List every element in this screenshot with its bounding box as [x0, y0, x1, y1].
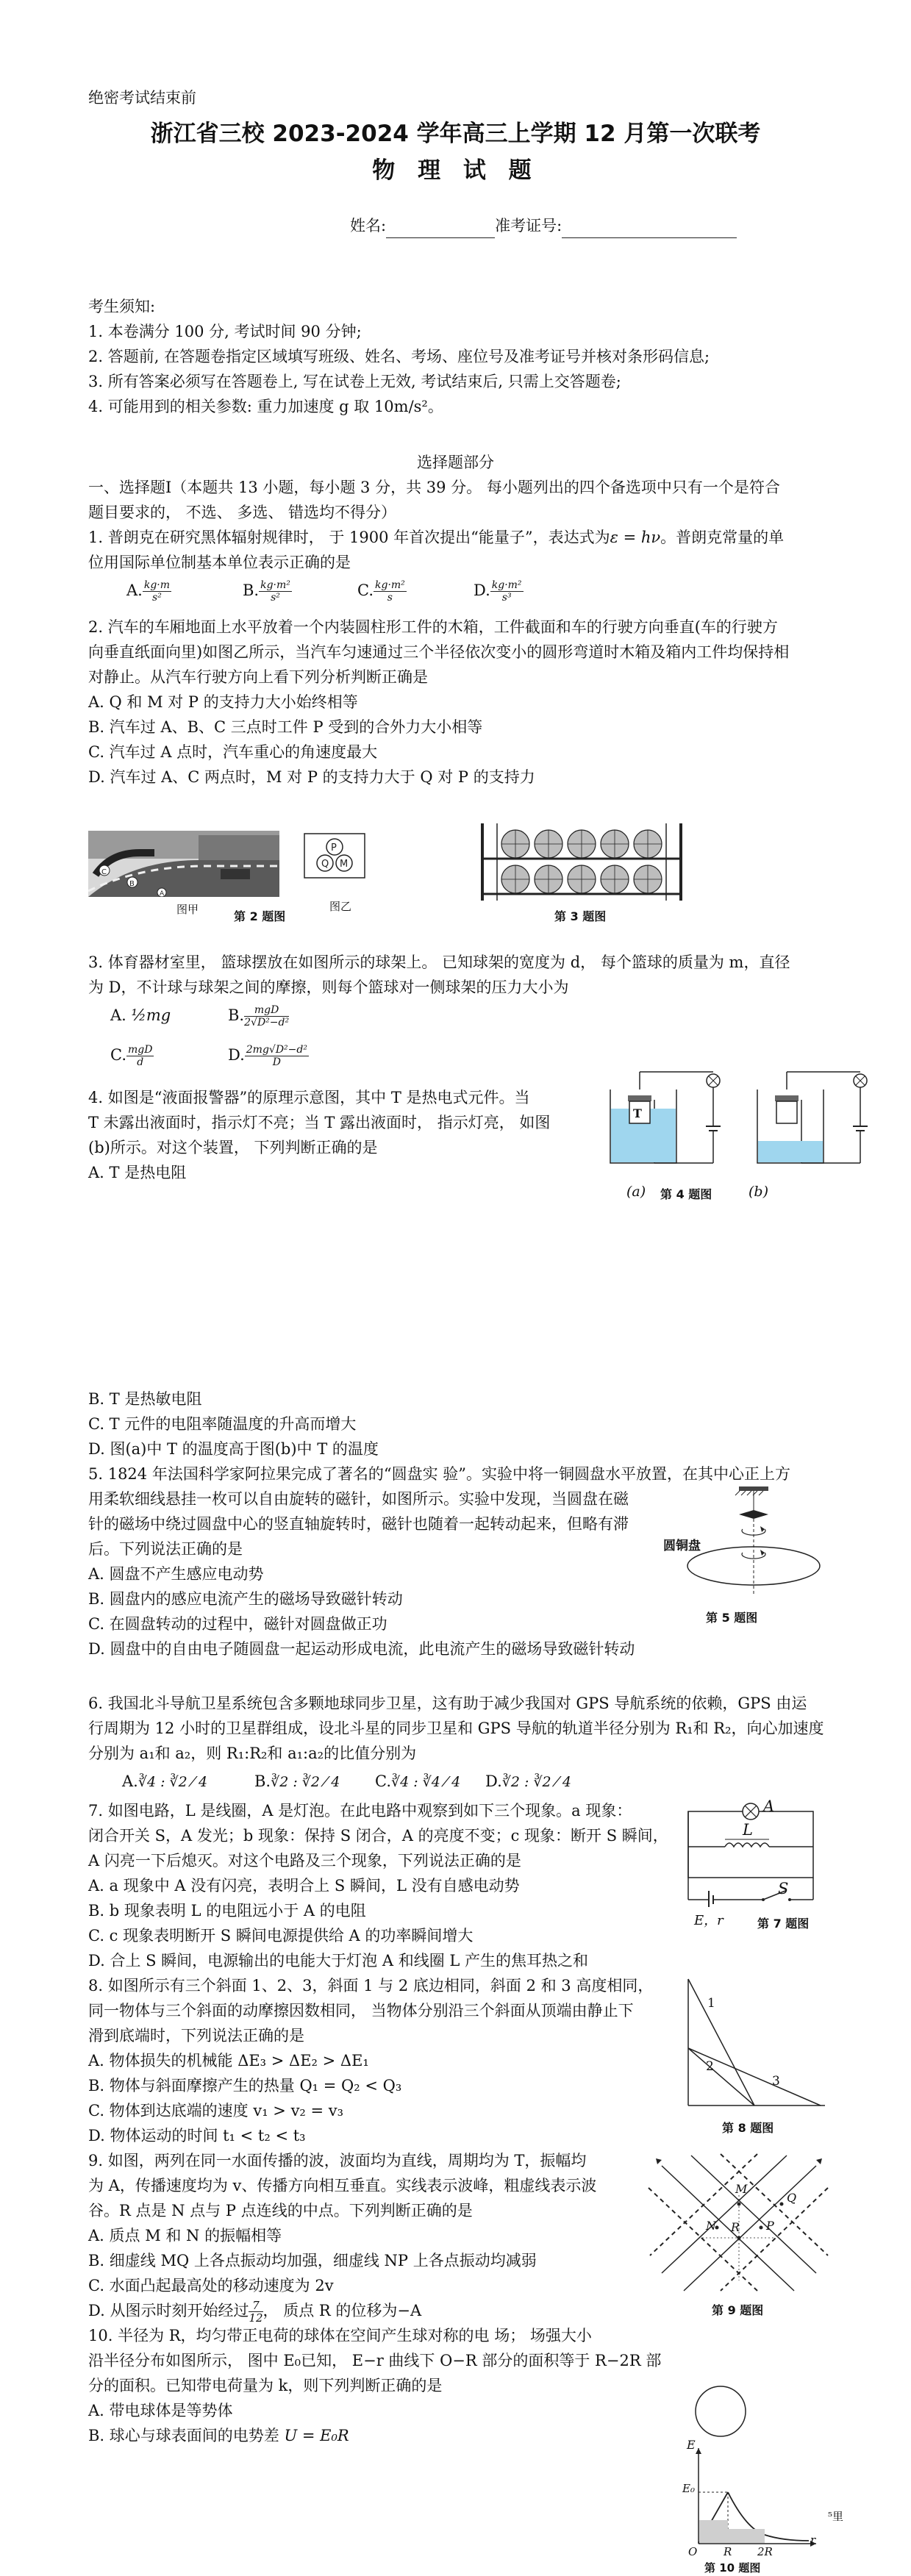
- q6-option-b-expr: ∛2 : ∛2 ⁄ 4: [271, 1774, 340, 1790]
- q5-disk-label: 圆铜盘: [663, 1539, 701, 1553]
- q1-stem-end: 。普朗克常量的单: [660, 529, 785, 546]
- q1-option-b[interactable]: [243, 578, 292, 604]
- q10-option-b[interactable]: [88, 2423, 349, 2448]
- q9-option-d-pre: D. 从图示时刻开始经过: [88, 2302, 249, 2319]
- q9-option-d-post: ， 质点 R 的位移为−A: [262, 2302, 422, 2319]
- q4-stem-line-2: T 未露出液面时，指示灯不亮；当 T 露出液面时， 指示灯亮， 如图: [88, 1114, 551, 1131]
- q3-option-b-den: 2√D²−d²: [244, 1017, 290, 1028]
- q1-option-a[interactable]: [126, 578, 171, 604]
- q6-option-d-letter: D.: [485, 1772, 502, 1790]
- q4-figure-a: [588, 1067, 728, 1178]
- q3-option-b-letter: B.: [228, 1006, 245, 1024]
- q3-option-a-expr: ½mg: [131, 1006, 171, 1024]
- q2-stem-line-1: 2. 汽车的车厢地面上水平放着一个内装圆柱形工件的木箱，工件截面和车的行驶方向垂直(车的行驶方: [88, 618, 778, 636]
- svg-text:B: B: [129, 880, 135, 888]
- q6-option-c[interactable]: [375, 1769, 460, 1795]
- notice-item-4: 4. 可能用到的相关参数: 重力加速度 g 取 10m/s²。: [88, 398, 443, 415]
- q8-stem-line-2: 同一物体与三个斜面的动摩擦因数相同， 当物体分别沿三个斜面从顶端由静止下: [88, 2002, 634, 2019]
- q3-option-d[interactable]: [228, 1042, 309, 1068]
- q5-stem-line-1: 5. 1824 年法国科学家阿拉果完成了著名的“圆盘实 验”。实验中将一铜圆盘水平放置，在其中心正上方: [88, 1465, 790, 1483]
- q4-option-b[interactable]: B. T 是热敏电阻: [88, 1390, 202, 1408]
- q1-option-d-den: s³: [501, 592, 512, 604]
- secret-label: 绝密考试结束前: [88, 89, 196, 107]
- q7-option-b[interactable]: B. b 现象表明 L 的电阻远小于 A 的电阻: [88, 1902, 366, 1920]
- notice-heading: 考生须知:: [88, 298, 156, 315]
- q2-fig-yi-label: 图乙: [329, 900, 352, 913]
- svg-text:M: M: [340, 859, 349, 870]
- q10-axis-2r: 2R: [757, 2545, 773, 2558]
- q1-stem-line-1: [88, 525, 784, 550]
- q1-option-d-letter: D.: [474, 582, 490, 599]
- q7-caption: 第 7 题图: [757, 1917, 810, 1931]
- q9-label-p: P: [766, 2219, 774, 2233]
- q8-stem-line-3: 滑到底端时，下列说法正确的是: [88, 2027, 304, 2044]
- q1-option-a-letter: A.: [126, 582, 143, 599]
- q1-option-b-frac: [259, 579, 292, 604]
- q4-label-b: (b): [749, 1184, 768, 1200]
- q10-axis-r-label: R: [724, 2545, 732, 2558]
- svg-text:C: C: [101, 868, 107, 876]
- notice-item-2: 2. 答题前, 在答题卷指定区域填写班级、姓名、考场、座位号及准考证号并核对条形码信息;: [88, 348, 710, 365]
- q4-option-d[interactable]: D. 图(a)中 T 的温度高于图(b)中 T 的温度: [88, 1440, 379, 1458]
- q10-option-a[interactable]: A. 带电球体是等势体: [88, 2402, 233, 2419]
- q6-option-a-letter: A.: [122, 1772, 138, 1790]
- q3-option-d-letter: D.: [228, 1046, 245, 1064]
- q6-option-a[interactable]: [122, 1769, 207, 1795]
- q8-label-1: 1: [707, 1996, 715, 2011]
- q3-option-a[interactable]: [110, 1003, 171, 1028]
- q2-stem-line-2: 向垂直纸面向里)如图乙所示，当汽车匀速通过三个半径依次变小的圆形弯道时木箱及箱内工件均保持相: [88, 643, 790, 661]
- q3-stem-line-2: 为 D，不计球与球架之间的摩擦，则每个篮球对一侧球架的压力大小为: [88, 978, 569, 996]
- q3-figure-rack: [475, 816, 688, 904]
- q10-axis-e: E: [687, 2438, 696, 2452]
- q6-option-d[interactable]: [485, 1769, 571, 1795]
- svg-text:Q: Q: [321, 859, 329, 870]
- q5-stem-line-2: 用柔软细线悬挂一枚可以自由旋转的磁针，如图所示。实验中发现，当圆盘在磁: [88, 1490, 629, 1508]
- q8-stem-line-1: 8. 如图所示有三个斜面 1、2、3，斜面 1 与 2 底边相同，斜面 2 和 3 高度相同，: [88, 1977, 654, 1994]
- name-label: 姓名:: [350, 217, 387, 235]
- q7-stem-line-2: 闭合开关 S，A 发光；b 现象：保持 S 闭合，A 的亮度不变；c 现象：断开 S 瞬间，: [88, 1827, 668, 1845]
- q5-caption: 第 5 题图: [706, 1611, 758, 1625]
- q7-label-a: A: [763, 1797, 775, 1815]
- q10-caption: 第 10 题图: [704, 2561, 761, 2575]
- q6-option-b[interactable]: [254, 1769, 340, 1795]
- q5-stem-line-4: 后。下列说法正确的是: [88, 1540, 243, 1558]
- id-field[interactable]: [562, 221, 737, 238]
- q8-caption: 第 8 题图: [722, 2121, 774, 2135]
- q7-label-s: S: [778, 1880, 789, 1897]
- svg-text:P: P: [331, 842, 337, 854]
- notice-item-1: 1. 本卷满分 100 分, 考试时间 90 分钟;: [88, 323, 362, 340]
- q3-stem-line-1: 3. 体育器材室里， 篮球摆放在如图所示的球架上。 已知球架的宽度为 d， 每个篮球的质量为 m，直径: [88, 954, 790, 971]
- q4-label-a: (a): [626, 1184, 646, 1200]
- q2-fig-jia-label: 图甲: [176, 903, 199, 916]
- q1-option-a-num: kg·m: [143, 579, 171, 591]
- q7-label-er: E，r: [694, 1913, 724, 1928]
- q10-figure-field: [676, 2382, 824, 2558]
- exam-title: 浙江省三校 2023-2024 学年高三上学期 12 月第一次联考: [150, 121, 761, 147]
- q3-option-d-frac: [245, 1044, 309, 1068]
- q1-option-b-num: kg·m²: [260, 579, 290, 591]
- q3-option-c-frac: [126, 1044, 154, 1068]
- q1-option-d-num: kg·m²: [491, 579, 522, 591]
- q9-option-d[interactable]: [88, 2298, 421, 2324]
- q8-label-2: 2: [706, 2059, 714, 2074]
- q5-option-b[interactable]: B. 圆盘内的感应电流产生的磁场导致磁针转动: [88, 1590, 403, 1608]
- q10-option-b-pre: B. 球心与球表面间的电势差: [88, 2427, 279, 2444]
- q9-option-a[interactable]: A. 质点 M 和 N 的振幅相等: [88, 2227, 282, 2244]
- q1-option-a-frac: [143, 579, 171, 604]
- q9-stem-line-2: 为 A，传播速度均为 v、传播方向相互垂直。实线表示波峰，粗虚线表示波: [88, 2177, 597, 2194]
- q9-option-c[interactable]: C. 水面凸起最高处的移动速度为 2v: [88, 2277, 334, 2294]
- q4-option-a[interactable]: A. T 是热电阻: [88, 1164, 187, 1181]
- q10-option-b-formula: U = E₀R: [284, 2427, 349, 2444]
- q4-stem-line-3: (b)所示。对这个装置， 下列判断正确的是: [88, 1139, 378, 1156]
- q7-stem-line-1: 7. 如图电路，L 是线圈，A 是灯泡。在此电路中观察到如下三个现象。a 现象：: [88, 1802, 632, 1820]
- q2-option-a[interactable]: A. Q 和 M 对 P 的支持力大小始终相等: [88, 693, 358, 711]
- q9-label-m: M: [735, 2182, 748, 2196]
- q6-stem-line-2: 行周期为 12 小时的卫星群组成，设北斗星的同步卫星和 GPS 导航的轨道半径分别为 R₁和 R₂，向心加速度: [88, 1720, 824, 1737]
- q3-option-d-den: D: [272, 1056, 281, 1068]
- q3-option-b[interactable]: [228, 1003, 289, 1028]
- q2-figure-jia: [88, 831, 279, 897]
- q4-caption: 第 4 题图: [660, 1187, 712, 1201]
- q5-option-c[interactable]: C. 在圆盘转动的过程中，磁针对圆盘做正功: [88, 1615, 387, 1633]
- q1-option-b-letter: B.: [243, 582, 260, 599]
- section-instruction-1: 一、选择题Ⅰ（本题共 13 小题，每小题 3 分，共 39 分。 每小题列出的四个备选项中只有一个是符合: [88, 479, 780, 496]
- q8-option-d[interactable]: D. 物体运动的时间 t₁ < t₂ < t₃: [88, 2127, 306, 2144]
- q2-caption: 第 2 题图: [234, 909, 286, 923]
- q7-option-d[interactable]: D. 合上 S 瞬间，电源输出的电能大于灯泡 A 和线圈 L 产生的焦耳热之和: [88, 1952, 588, 1969]
- q3-option-c-num: mgD: [128, 1044, 153, 1056]
- q1-formula: ε = hν: [610, 529, 661, 546]
- q2-option-b[interactable]: B. 汽车过 A、B、C 三点时工件 P 受到的合外力大小相等: [88, 718, 483, 736]
- q10-axis-r: r: [810, 2533, 816, 2547]
- name-field[interactable]: [386, 221, 495, 238]
- q1-option-d-frac: [490, 579, 524, 604]
- q6-option-c-expr: ∛4 : ∛4 ⁄ 4: [391, 1774, 461, 1790]
- q2-option-c[interactable]: C. 汽车过 A 点时，汽车重心的角速度最大: [88, 743, 378, 761]
- q5-option-d[interactable]: D. 圆盘中的自由电子随圆盘一起运动形成电流，此电流产生的磁场导致磁针转动: [88, 1640, 635, 1658]
- q10-stem-line-2: 沿半径分布如图所示， 图中 E₀已知， E−r 曲线下 O−R 部分的面积等于 R−2R 部: [88, 2352, 662, 2369]
- q3-caption: 第 3 题图: [554, 909, 607, 923]
- q9-label-r: R: [731, 2220, 740, 2234]
- q4-option-c[interactable]: C. T 元件的电阻率随温度的升高而增大: [88, 1415, 357, 1433]
- q1-option-c-num: kg·m²: [375, 579, 405, 591]
- q1-option-c-letter: C.: [357, 582, 374, 599]
- q8-option-c[interactable]: C. 物体到达底端的速度 v₁ > v₂ = v₃: [88, 2102, 344, 2119]
- section-instruction-2: 题目要求的， 不选、 多选、 错选均不得分）: [88, 504, 397, 521]
- q3-option-d-num: 2mg√D²−d²: [246, 1044, 307, 1056]
- q5-stem-line-3: 针的磁场中绕过圆盘中心的竖直轴旋转时，磁针也随着一起转动起来，但略有滞: [88, 1515, 629, 1533]
- q3-option-a-letter: A.: [110, 1006, 126, 1024]
- q8-option-a[interactable]: A. 物体损失的机械能 ΔE₃ > ΔE₂ > ΔE₁: [88, 2052, 369, 2069]
- section-title: 选择题部分: [417, 454, 494, 471]
- q6-option-c-letter: C.: [375, 1772, 391, 1790]
- q3-option-c[interactable]: [110, 1042, 154, 1068]
- q9-option-d-den: 12: [249, 2311, 263, 2325]
- name-row: [350, 213, 737, 238]
- id-label: 准考证号:: [495, 217, 562, 235]
- q9-label-n: N: [706, 2219, 716, 2233]
- q10-side-note: ⁵里: [828, 2510, 844, 2523]
- q8-option-b[interactable]: B. 物体与斜面摩擦产生的热量 Q₁ = Q₂ < Q₃: [88, 2077, 402, 2094]
- q7-option-c[interactable]: C. c 现象表明断开 S 瞬间电源提供给 A 的功率瞬间增大: [88, 1927, 474, 1944]
- q6-option-b-letter: B.: [254, 1772, 271, 1790]
- q2-stem-line-3: 对静止。从汽车行驶方向上看下列分析判断正确是: [88, 668, 428, 686]
- q1-option-c-den: s: [387, 592, 393, 604]
- q8-figure-inclines: [681, 1975, 828, 2111]
- q7-figure-circuit: [668, 1797, 822, 1907]
- q9-label-q: Q: [787, 2191, 797, 2205]
- q7-label-l: L: [743, 1821, 753, 1839]
- q3-option-c-den: d: [137, 1056, 144, 1068]
- q6-stem-line-3: 分别为 a₁和 a₂，则 R₁:R₂和 a₁:a₂的比值分别为: [88, 1745, 417, 1762]
- q1-option-d[interactable]: [474, 578, 524, 604]
- q7-stem-line-3: A 闪亮一下后熄灭。对这个电路及三个现象，下列说法正确的是: [88, 1852, 521, 1870]
- q9-caption: 第 9 题图: [712, 2303, 764, 2317]
- q1-option-b-den: s²: [271, 592, 280, 604]
- q9-stem-line-3: 谷。R 点是 N 点与 P 点连线的中点。下列判断正确的是: [88, 2202, 473, 2219]
- q6-option-a-expr: ∛4 : ∛2 ⁄ 4: [137, 1774, 208, 1790]
- q3-option-c-letter: C.: [110, 1046, 126, 1064]
- q1-option-c[interactable]: [357, 578, 407, 604]
- q1-option-c-frac: [374, 579, 407, 604]
- q10-axis-e0: E₀: [682, 2482, 695, 2495]
- q10-stem-line-3: 分的面积。已知带电荷量为 k，则下列判断正确的是: [88, 2377, 443, 2394]
- q3-option-b-frac: [244, 1004, 289, 1028]
- q4-stem-line-1: 4. 如图是“液面报警器”的原理示意图，其中 T 是热电式元件。当: [88, 1089, 530, 1106]
- q10-axis-o: O: [688, 2545, 698, 2558]
- q4-fig-a-T: T: [633, 1106, 642, 1120]
- q9-option-d-frac: [249, 2300, 262, 2324]
- q3-option-b-num: mgD: [244, 1004, 289, 1017]
- q2-option-d[interactable]: D. 汽车过 A、C 两点时，M 对 P 的支持力大于 Q 对 P 的支持力: [88, 768, 535, 786]
- q7-option-a[interactable]: A. a 现象中 A 没有闪亮，表明合上 S 瞬间，L 没有自感电动势: [88, 1877, 520, 1895]
- q5-option-a[interactable]: A. 圆盘不产生感应电动势: [88, 1565, 264, 1583]
- q1-stem-line-2: 位用国际单位制基本单位表示正确的是: [88, 554, 351, 571]
- notice-item-3: 3. 所有答案必须写在答题卷上, 写在试卷上无效, 考试结束后, 只需上交答题卷;: [88, 373, 621, 390]
- q2-figure-yi: [303, 832, 366, 879]
- q9-option-b[interactable]: B. 细虚线 MQ 上各点振动均加强，细虚线 NP 上各点振动均减弱: [88, 2252, 537, 2269]
- q1-stem-text: 1. 普朗克在研究黑体辐射规律时， 于 1900 年首次提出“能量子”，表达式为: [88, 529, 610, 546]
- q6-stem-line-1: 6. 我国北斗导航卫星系统包含多颗地球同步卫星，这有助于减少我国对 GPS 导航系统的依赖，GPS 由运: [88, 1695, 807, 1712]
- q1-option-a-den: s²: [152, 592, 162, 604]
- q10-stem-line-1: 10. 半径为 R，均匀带正电荷的球体在空间产生球对称的电 场； 场强大小: [88, 2327, 592, 2344]
- q8-label-3: 3: [772, 2074, 780, 2089]
- exam-subject: 物 理 试 题: [372, 157, 539, 184]
- q4-figure-b: [735, 1067, 875, 1178]
- q9-stem-line-1: 9. 如图，两列在同一水面传播的波，波面均为直线，周期均为 T，振幅均: [88, 2152, 587, 2169]
- q9-option-d-num: 7: [249, 2300, 262, 2312]
- svg-text:A: A: [160, 890, 165, 897]
- q6-option-d-expr: ∛2 : ∛2 ⁄ 4: [501, 1774, 571, 1790]
